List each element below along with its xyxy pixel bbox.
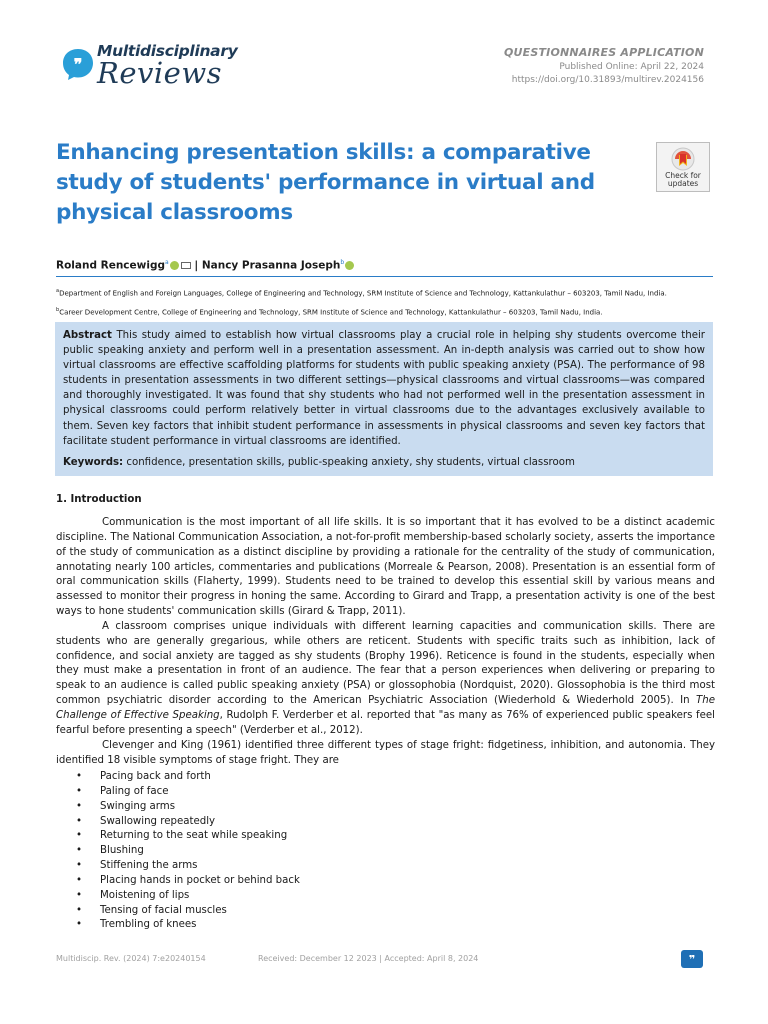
- affiliation-text: Career Development Centre, College of Engineering and Technology, SRM Institute of Science and Technology, Kattankulathur – 603203, Tamil Nadu, India.: [59, 308, 603, 317]
- keywords: [63, 455, 705, 470]
- paragraph-text: A classroom comprises unique individuals with different learning capacities and communication skills. There are students who are generally gregarious, while others are reticent. Students with specific traits such as inhibition, lack of confidence, and social anxiety are tagged as shy students (Brophy 1996). Reticence is found in the students, especially when they must make a presentation in front of an audience. The fear that a person experiences when delivering or preparing to speak to an audience is called public speaking anxiety (PSA) or glossophobia (Nordquist, 2020). Glossophobia is the third most common psychiatric disorder according to the American Psychiatric Association (Wiederhold & Wiederhold 2005). In: [56, 620, 715, 707]
- list-item: [76, 844, 300, 859]
- journal-logo-icon: [60, 46, 96, 82]
- list-item-text: Returning to the seat while speaking: [100, 830, 288, 842]
- journal-logo-main: Reviews: [97, 56, 223, 90]
- list-item: [76, 815, 300, 830]
- paragraph-text: , Rudolph F. Verderber et al. reported that "as many as 76% of experienced public speakers feel fearful before presenting a speech" (Verderber et al., 2012).: [56, 709, 715, 736]
- list-item-text: Trembling of knees: [100, 919, 197, 931]
- bullet: •: [76, 919, 83, 931]
- list-item: [76, 904, 300, 919]
- symptom-list: [76, 770, 300, 933]
- published-date: Published Online: April 22, 2024: [559, 62, 704, 72]
- email-icon[interactable]: [181, 262, 191, 269]
- book-title: The Challenge of Effective Speaking: [56, 695, 715, 721]
- footer-dates: Received: December 12 2023 | Accepted: April 8, 2024: [258, 954, 479, 963]
- paragraph: Communication is the most important of all life skills. It is so important that it has evolved to be a distinct academic discipline. The National Communication Association, a not-for-profit membership-based scholarly society, asserts the importance of the study of communication as a distinct discipline by providing a rationale for the centrality of the study of communication, annotating nearly 100 articles, commentaries and publications (Morreale & Pearson, 2008). Presentation is an essential form of oral communication skills (Flaherty, 1999). Students need to be trained to develop this essential skill by various means and assessed to monitor their progress in honing the same. According to Girard and Trapp, a presentation activity is one of the best ways to hone students' communication skills (Girard & Trapp, 2011).: [56, 517, 715, 618]
- check-updates-label: Check for updates: [665, 171, 701, 188]
- list-item: [76, 874, 300, 889]
- affiliation: [56, 287, 696, 299]
- author-name[interactable]: Roland Rencewigg: [56, 259, 165, 272]
- affiliation: [56, 306, 696, 318]
- bullet: •: [76, 860, 83, 872]
- check-for-updates-button[interactable]: [656, 142, 710, 192]
- section-heading: 1. Introduction: [56, 494, 142, 505]
- bullet: •: [76, 889, 83, 901]
- paragraph: Clevenger and King (1961) identified three different types of stage fright: fidgetiness, inhibition, and autonomia. They identified 18 visible symptoms of stage fright. They are: [56, 739, 715, 766]
- list-item: [76, 859, 300, 874]
- author-affil-marker: b: [340, 259, 345, 266]
- list-item-text: Swallowing repeatedly: [100, 815, 216, 827]
- list-item: [76, 918, 300, 933]
- paper-title: Enhancing presentation skills: a comparative study of students' performance in virtual and physical classrooms: [56, 140, 595, 225]
- keywords-label: Keywords:: [63, 456, 124, 468]
- affiliation-marker: b: [56, 307, 60, 313]
- bullet: •: [76, 815, 83, 827]
- check-updates-icon: [670, 146, 696, 172]
- bullet: •: [76, 830, 83, 842]
- list-item-text: Swinging arms: [100, 800, 176, 812]
- abstract-label: Abstract: [63, 330, 112, 341]
- list-item: [76, 829, 300, 844]
- doi-link[interactable]: https://doi.org/10.31893/multirev.2024156: [511, 75, 704, 85]
- list-item: [76, 785, 300, 800]
- keywords-text: confidence, presentation skills, public-speaking anxiety, shy students, virtual classroom: [126, 456, 575, 468]
- affiliation-marker: a: [56, 288, 60, 294]
- footer-quote-icon: ❞: [681, 950, 703, 968]
- list-item: [76, 770, 300, 785]
- bullet: •: [76, 904, 83, 916]
- divider: [56, 276, 713, 277]
- footer-citation: Multidiscip. Rev. (2024) 7:e20240154: [56, 954, 206, 963]
- paragraph: [56, 620, 715, 739]
- body-text: [56, 516, 715, 768]
- list-item-text: Paling of face: [100, 785, 169, 797]
- list-item-text: Pacing back and forth: [100, 771, 211, 782]
- author-affil-marker: a: [165, 259, 169, 266]
- abstract-text: This study aimed to establish how virtual classrooms play a crucial role in helping shy students overcome their public speaking anxiety and perform well in a presentation assessment. An in-depth analysis was carried out to show how virtual classrooms are effective scaffolding platforms for students with public speaking anxiety (PSA). The performance of 98 students in presentation assessments in two different settings—physical classrooms and virtual classrooms—was compared and thoroughly investigated. It was found that shy students who had not performed well in the presentation assessment in physical classrooms could perform relatively better in virtual classrooms due to the advantages exclusively available to them. Seven key factors that inhibit student performance in assessments in physical classrooms and seven key factors that facilitate student performance in virtual classrooms are identified.: [63, 330, 705, 447]
- list-item: [76, 889, 300, 904]
- list-item-text: Tensing of facial muscles: [100, 904, 227, 916]
- author-line: [56, 259, 354, 272]
- list-item-text: Blushing: [100, 845, 144, 857]
- logo-quote-glyph: ❞: [73, 55, 83, 74]
- bullet: •: [76, 874, 83, 886]
- affiliation-text: Department of English and Foreign Languages, College of Engineering and Technology, SRM Institute of Science and Technology, Kattankulathur – 603203, Tamil Nadu, India.: [59, 289, 667, 298]
- author-name[interactable]: Nancy Prasanna Joseph: [201, 259, 341, 272]
- list-item-text: Placing hands in pocket or behind back: [100, 874, 300, 886]
- bullet: •: [76, 771, 83, 782]
- bullet: •: [76, 800, 83, 812]
- bullet: •: [76, 785, 83, 797]
- author-separator: |: [194, 259, 199, 272]
- header-meta: [504, 46, 704, 85]
- orcid-icon[interactable]: [345, 261, 354, 270]
- article-section: QUESTIONNAIRES APPLICATION: [503, 46, 704, 59]
- list-item-text: Stiffening the arms: [100, 860, 198, 872]
- abstract: [63, 328, 705, 449]
- list-item: [76, 800, 300, 815]
- bullet: •: [76, 845, 83, 857]
- journal-logo-top: Multidisciplinary: [97, 42, 238, 60]
- abstract-box: [55, 322, 713, 476]
- orcid-icon[interactable]: [170, 261, 179, 270]
- list-item-text: Moistening of lips: [100, 889, 190, 901]
